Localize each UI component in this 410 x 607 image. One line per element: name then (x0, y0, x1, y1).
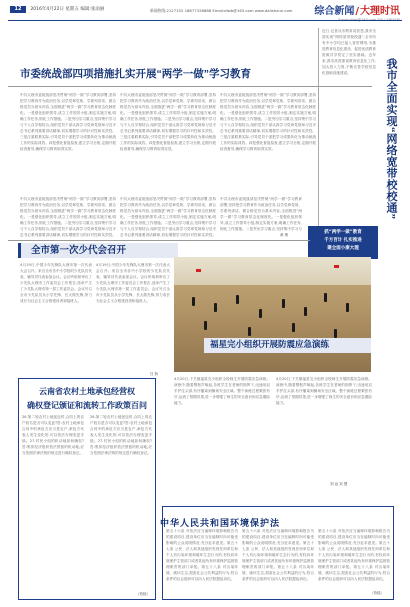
brand-logo: 大理时讯 (360, 6, 400, 17)
photo-caption: 福星完小组织开展防震应急演练 (204, 338, 371, 353)
column-divider (318, 28, 319, 258)
photo-person (204, 321, 207, 330)
photo-person (282, 299, 285, 308)
masthead-separator: / (355, 6, 359, 17)
env-law-title: 中华人民共和国环境保护法 (160, 519, 281, 529)
policy-box-body-col1: 26.第二轮农村土地延包时,合同上的农户姓名是否可以变更?答:农村土地承包合同中的承包方应当是农户,承包方代表人发生变化的,可以依法办理变更手续。27.村民小组的机动地如何确权?答:集体经济组织依法预留的机动地,应当依照法律法规的规定进行确权登记。 (22, 415, 84, 455)
pull-quote-box (308, 226, 378, 259)
header-contact-line: 新闻热线:2127152 18877326888 Email:dlwb@163.com www.dalishxun.com (150, 8, 293, 13)
policy-box-title-2: 确权登记颁证和流转工作政策百问 (27, 401, 147, 410)
vertical-story-body: 近日,记者从市教育局获悉,我市全面实现“网络宽带校校通”,全市所有中小学均已接入宽带网络,为推进教育信息化建设、促进优质教育资源共享奠定了坚实基础。近年来,我市高度重视教育信息化工作,加大投入力度,不断完善学校信息化基础设施建设。 (322, 29, 376, 75)
pull-quote-line-1: 抓“两学一做”教育 (324, 230, 362, 235)
photo-person (292, 323, 295, 332)
photo-person (324, 293, 327, 302)
photo-person (346, 303, 349, 312)
article2-body-col1: 4月19日,中国少年先锋队大理市第一次代表大会召开。来自全市各中小学校的少先队员代表、辅导员代表参加会议。会议听取和审议了少先队大理市工作委员会工作报告,选举产生了少先队大理市第一届工作委员会。会议号召全市少先队员从小学先锋、长大做先锋,努力成长为社会主义合格建设者和接班人。 (20, 263, 92, 303)
header-date-line (10, 6, 104, 13)
env-law-body-col3: 第五十六条 对依法应当编制环境影响报告书的建设项目,建设单位应当在编制时向可能受影响的公众说明情况,充分征求意见。第五十七条 公民、法人和其他组织发现任何单位和个人有污染环境和破坏生态行为的,有权向环境保护主管部门或者其他负有环境保护监督管理职责的部门举报。第五十八条 对污染环境、破坏生态,损害社会公共利益的行为,符合条件的社会组织可以向人民法院提起诉讼。 (318, 529, 390, 581)
vertical-headline: 我市全面实现“网络宽带校校通” (385, 58, 397, 220)
pull-quote-line-2: 千方百计 扎实推进 (324, 238, 362, 243)
article1-body-col4: 中共大理市委统战部坚决贯彻“两学一做”学习教育部署,坚持把学习教育作为政治任务,以学党章党规、学系列讲话、做合格党员为基本内容,全面推进“两学一做”学习教育常态化制度化。一是强化组织领导,成立工作领导小组,制定实施方案,明确工作任务,细化工作措施。二是突出学习重点,坚持集中学习与个人自学相结合,组织党员干部认真学习党章党规和习近平总书记系列重要讲话精神,切实增强学习的针对性和实效性。 (20, 197, 116, 237)
date-line: 2016年4月22日 星期五 编辑:张雨丽 (30, 7, 105, 12)
section-name: 综合新闻 (314, 6, 355, 17)
photo-person (236, 295, 239, 304)
photo-flag (196, 269, 201, 272)
photo-flag (334, 265, 339, 268)
policy-box-title-1: 云南省农村土地承包经营权 (39, 387, 135, 396)
article2-body-col2: 4月19日,中国少年先锋队大理市第一次代表大会召开。来自全市各中小学校的少先队员代表、辅导员代表参加会议。会议听取和审议了少先队大理市工作委员会工作报告,选举产生了少先队大理市第一届工作委员会。会议号召全市少先队员从小学先锋、长大做先锋,努力成长为社会主义合格建设者和接班人。 (96, 263, 170, 303)
article1-headline: 市委统战部四项措施扎实开展“两学一做”学习教育 (20, 68, 251, 80)
masthead (314, 2, 400, 22)
article2-top-rule (8, 240, 310, 241)
header-rule (8, 20, 402, 21)
photo-person (259, 309, 262, 318)
page-number-badge: 12 (10, 6, 26, 13)
article1-body-col2: 中共大理市委统战部坚决贯彻“两学一做”学习教育部署,坚持把学习教育作为政治任务,以学党章党规、学系列讲话、做合格党员为基本内容,全面推进“两学一做”学习教育常态化制度化。一是强化组织领导,成立工作领导小组,制定实施方案,明确工作任务,细化工作措施。二是突出学习重点,坚持集中学习与个人自学相结合,组织党员干部认真学习党章党规和习近平总书记系列重要讲话精神,切实增强学习的针对性和实效性。三是注重联系实际,引导党员干部把学习成果转化为推动统战工作的实际成效。四是强化督促检查,建立学习台账,定期开展检查督导,确保学习教育取得实效。 (120, 93, 216, 151)
env-law-body-col2: 第五十六条 对依法应当编制环境影响报告书的建设项目,建设单位应当在编制时向可能受影响的公众说明情况,充分征求意见。第五十七条 公民、法人和其他组织发现任何单位和个人有污染环境和破坏生态行为的,有权向环境保护主管部门或者其他负有环境保护监督管理职责的部门举报。第五十八条 对污染环境、破坏生态,损害社会公共利益的行为,符合条件的社会组织可以向人民法院提起诉讼。 (242, 529, 314, 581)
article1-body-col3: 中共大理市委统战部坚决贯彻“两学一做”学习教育部署,坚持把学习教育作为政治任务,以学党章党规、学系列讲话、做合格党员为基本内容,全面推进“两学一做”学习教育常态化制度化。一是强化组织领导,成立工作领导小组,制定实施方案,明确工作任务,细化工作措施。二是突出学习重点,坚持集中学习与个人自学相结合,组织党员干部认真学习党章党规和习近平总书记系列重要讲话精神,切实增强学习的针对性和实效性。三是注重联系实际,引导党员干部把学习成果转化为推动统战工作的实际成效。四是强化督促检查,建立学习台账,定期开展检查督导,确保学习教育取得实效。 (220, 93, 316, 151)
article1-body-col6: 中共大理市委统战部坚决贯彻“两学一做”学习教育部署,坚持把学习教育作为政治任务,以学党章党规、学系列讲话、做合格党员为基本内容,全面推进“两学一做”学习教育常态化制度化。一是强化组织领导,成立工作领导小组,制定实施方案,明确工作任务,细化工作措施。二是突出学习重点,坚持集中学习与 (220, 197, 302, 231)
pull-quote-line-3: 建全面小康大理 (327, 246, 359, 251)
photo-person (248, 327, 251, 336)
article3-body-col2: 4月20日,下关镇福星完小组织全校师生开展防震应急演练。演练中,随着警报声响起,各班学生在老师的指挥下,迅速用双手护住头部,有序撤离到操场安全区域。整个演练过程紧张有序,达到了预期效果,进一步增强了师生的安全意识和应急避险能力。 (276, 377, 372, 405)
article1-body-col1: 中共大理市委统战部坚决贯彻“两学一做”学习教育部署,坚持把学习教育作为政治任务,以学党章党规、学系列讲话、做合格党员为基本内容,全面推进“两学一做”学习教育常态化制度化。一是强化组织领导,成立工作领导小组,制定实施方案,明确工作任务,细化工作措施。二是突出学习重点,坚持集中学习与个人自学相结合,组织党员干部认真学习党章党规和习近平总书记系列重要讲话精神,切实增强学习的针对性和实效性。三是注重联系实际,引导党员干部把学习成果转化为推动统战工作的实际成效。四是强化督促检查,建立学习台账,定期开展检查督导,确保学习教育取得实效。 (20, 93, 116, 151)
photo-person (214, 303, 217, 312)
article1-byline: 黄 维 (280, 233, 289, 237)
policy-box-continued: （待续） (136, 592, 150, 596)
masthead-title (314, 2, 400, 17)
article1-body-col5: 中共大理市委统战部坚决贯彻“两学一做”学习教育部署,坚持把学习教育作为政治任务,以学党章党规、学系列讲话、做合格党员为基本内容,全面推进“两学一做”学习教育常态化制度化。一是强化组织领导,成立工作领导小组,制定实施方案,明确工作任务,细化工作措施。二是突出学习重点,坚持集中学习与个人自学相结合,组织党员干部认真学习党章党规和习近平总书记系列重要讲话精神,切实增强学习的针对性和实效性。 (120, 197, 216, 237)
article2-headline: 全市第一次少代会召开 (18, 243, 178, 258)
article3-byline: 刘 远 宋 慧 (330, 482, 348, 486)
env-law-continued: （待续） (370, 591, 384, 595)
photo-person (334, 329, 337, 338)
photo-person (192, 297, 195, 306)
photo-building (174, 257, 371, 285)
env-law-body-col1: 第五十六条 对依法应当编制环境影响报告书的建设项目,建设单位应当在编制时向可能受影响的公众说明情况,充分征求意见。第五十七条 公民、法人和其他组织发现任何单位和个人有污染环境和破坏生态行为的,有权向环境保护主管部门或者其他负有环境保护监督管理职责的部门举报。第五十八条 对污染环境、破坏生态,损害社会公共利益的行为,符合条件的社会组织可以向人民法院提起诉讼。 (166, 529, 238, 581)
article3-body-col1: 4月20日,下关镇福星完小组织全校师生开展防震应急演练。演练中,随着警报声响起,各班学生在老师的指挥下,迅速用双手护住头部,有序撤离到操场安全区域。整个演练过程紧张有序,达到了预期效果,进一步增强了师生的安全意识和应急避险能力。 (174, 377, 270, 405)
drill-photo (174, 257, 371, 372)
policy-box-body-col2: 26.第二轮农村土地延包时,合同上的农户姓名是否可以变更?答:农村土地承包合同中的承包方应当是农户,承包方代表人发生变化的,可以依法办理变更手续。27.村民小组的机动地如何确权?答:集体经济组织依法预留的机动地,应当依照法律法规的规定进行确权登记。 (90, 415, 152, 455)
article2-byline: 吕 娇 (150, 372, 159, 376)
photo-person (304, 307, 307, 316)
